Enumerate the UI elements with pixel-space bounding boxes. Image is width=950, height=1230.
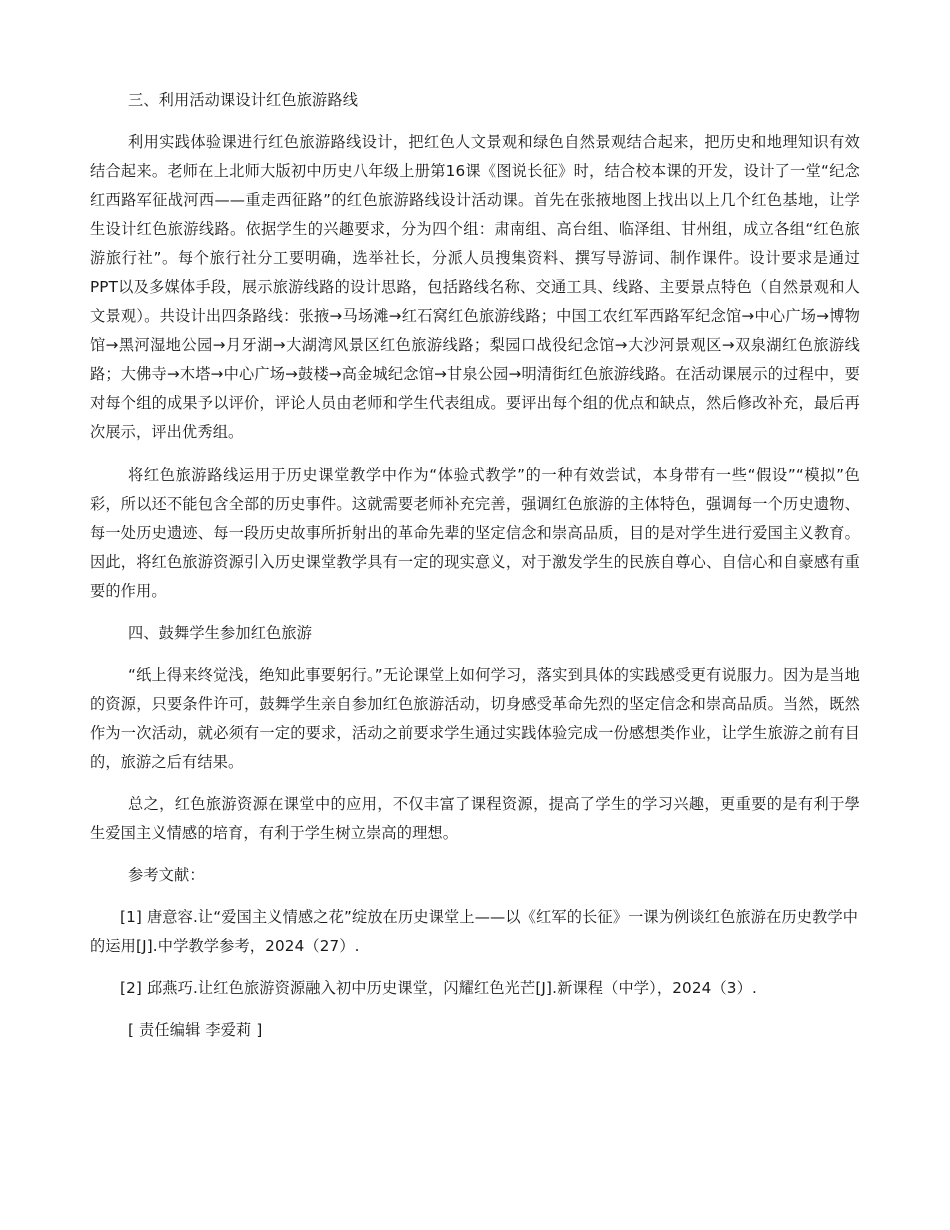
- section-heading: 三、利用活动课设计红色旅游路线: [128, 91, 359, 109]
- references-title: 参考文献：: [128, 866, 205, 884]
- editor-credit: [ 责任编辑 李爱莉 ]: [128, 1021, 263, 1039]
- paragraph: 将红色旅游路线运用于历史课堂教学中作为“体验式教学”的一种有效尝试，本身带有一些“假设”“模拟”色彩，所以还不能包含全部的历史事件。这就需要老师补充完善，强调红色旅游的主体特色，强调每一个历史遗物、每一处历史遗迹、每一段历史故事所折射出的革命先辈的坚定信念和崇高品质，目的是对学生进行爱国主义教育。因此，将红色旅游资源引入历史课堂教学具有一定的现实意义，对于激发学生的民族自尊心、自信心和自豪感有重要的作用。: [90, 466, 860, 600]
- reference-item: [2] 邱燕巧.让红色旅游资源融入初中历史课堂，闪耀红色光芒[J].新课程（中学），2024（3）.: [120, 979, 757, 997]
- paragraph: 利用实践体验课进行红色旅游路线设计，把红色人文景观和绿色自然景观结合起来，把历史和地理知识有效结合起来。老师在上北师大版初中历史八年级上册第16课《图说长征》时，结合校本课的开发，设计了一堂“纪念红西路军征战河西——重走西征路”的红色旅游路线设计活动课。首先在张掖地图上找出以上几个红色基地，让学生设计红色旅游线路。依据学生的兴趣要求，分为四个组：肃南组、高台组、临泽组、甘州组，成立各组“红色旅游旅行社”。每个旅行社分工要明确，选举社长，分派人员搜集资料、撰写导游词、制作课件。设计要求是通过PPT以及多媒体手段，展示旅游线路的设计思路，包括路线名称、交通工具、线路、主要景点特色（自然景观和人文景观）。共设计出四条路线：张掖→马场滩→红石窝红色旅游线路；中国工农红军西路军纪念馆→中心广场→博物馆→黑河湿地公园→月牙湖→大湖湾风景区红色旅游线路；梨园口战役纪念馆→大沙河景观区→双泉湖红色旅游线路；大佛寺→木塔→中心广场→鼓楼→高金城纪念馆→甘泉公园→明清街红色旅游线路。在活动课展示的过程中，要对每个组的成果予以评价，评论人员由老师和学生代表组成。要评出每个组的优点和缺点，然后修改补充，最后再次展示，评出优秀组。: [90, 133, 860, 441]
- section-heading: 四、鼓舞学生参加红色旅游: [128, 624, 313, 642]
- article-body: [90, 86, 860, 1058]
- reference-item: [1] 唐意容.让“爱国主义情感之花”绽放在历史课堂上——以《红军的长征》一课为例谈红色旅游在历史教学中的运用[J].中学教学参考，2024（27）.: [90, 908, 859, 955]
- paragraph: 总之，红色旅游资源在课堂中的应用，不仅丰富了课程资源，提高了学生的学习兴趣，更重要的是有利于學生爱国主义情感的培育，有利于学生树立崇高的理想。: [90, 795, 860, 842]
- paragraph: “纸上得来终觉浅，绝知此事要躬行。”无论课堂上如何学习，落实到具体的实践感受更有说服力。因为是当地的资源，只要条件许可，鼓舞学生亲自参加红色旅游活动，切身感受革命先烈的坚定信念和崇高品质。当然，既然作为一次活动，就必须有一定的要求，活动之前要求学生通过实践体验完成一份感想类作业，让学生旅游之前有目的，旅游之后有结果。: [90, 666, 860, 771]
